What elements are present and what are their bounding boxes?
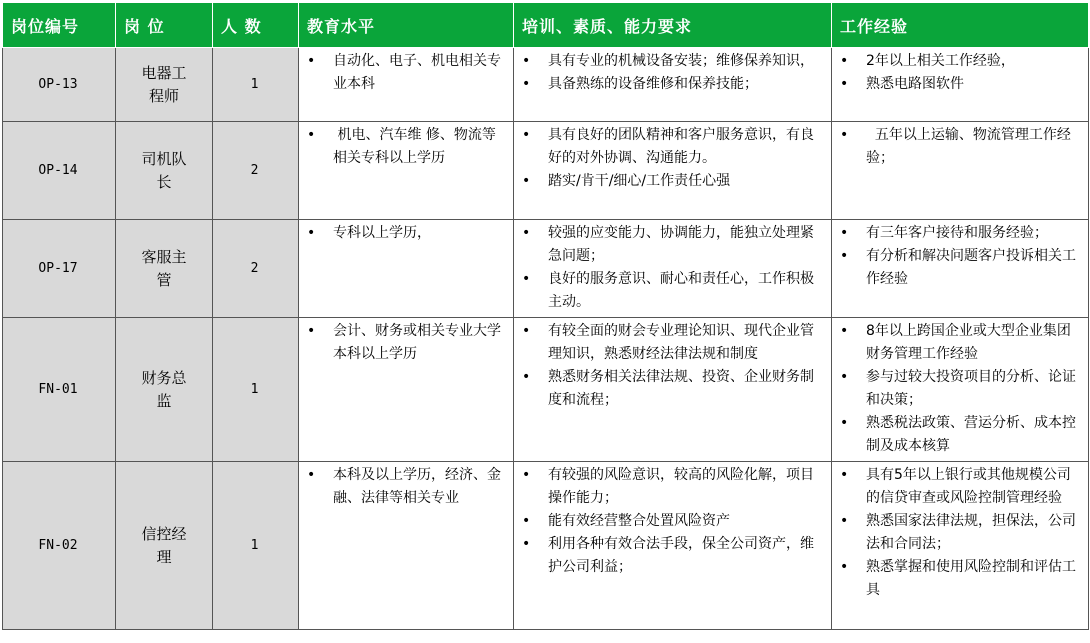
list-item: • 8年以上跨国企业或大型企业集团财务管理工作经验 (866, 320, 1082, 366)
header-requirements: 培训、素质、能力要求 (514, 3, 832, 48)
job-position: 信控经理 (116, 462, 213, 630)
list-item: • 有分析和解决问题客户投诉相关工作经验 (866, 245, 1082, 291)
experience-cell (832, 122, 1089, 220)
requirements-cell (514, 122, 832, 220)
job-position: 财务总监 (116, 318, 213, 462)
list-item: • 2年以上相关工作经验， (866, 50, 1082, 73)
job-count: 2 (213, 220, 299, 318)
list-item: • 参与过较大投资项目的分析、论证和决策； (866, 366, 1082, 412)
job-code: FN-01 (3, 318, 116, 462)
list-item: • 会计、财务或相关专业大学本科以上学历 (333, 320, 507, 366)
header-code: 岗位编号 (3, 3, 116, 48)
experience-cell (832, 220, 1089, 318)
job-position: 司机队长 (116, 122, 213, 220)
header-education: 教育水平 (299, 3, 514, 48)
list-item: • 本科及以上学历，经济、金融、法律等相关专业 (333, 464, 507, 510)
table-row (3, 48, 1089, 122)
list-item: • 熟悉掌握和使用风险控制和评估工具 (866, 556, 1082, 602)
list-item: • 具有良好的团队精神和客户服务意识，有良好的对外协调、沟通能力。 (548, 124, 825, 170)
job-position: 客服主管 (116, 220, 213, 318)
job-count: 2 (213, 122, 299, 220)
job-code: OP-14 (3, 122, 116, 220)
list-item: • 利用各种有效合法手段，保全公司资产，维护公司利益； (548, 533, 825, 579)
job-code: FN-02 (3, 462, 116, 630)
list-item: • 自动化、电子、机电相关专业本科 (333, 50, 507, 96)
table-row (3, 462, 1089, 630)
list-item: • 五年以上运输、物流管理工作经验； (866, 124, 1082, 170)
list-item: • 较强的应变能力、协调能力，能独立处理紧急问题； (548, 222, 825, 268)
list-item: • 具备熟练的设备维修和保养技能； (548, 73, 825, 96)
header-experience: 工作经验 (832, 3, 1089, 48)
list-item: • 有较全面的财会专业理论知识、现代企业管理知识，熟悉财经法律法规和制度 (548, 320, 825, 366)
list-item: • 能有效经营整合处置风险资产 (548, 510, 825, 533)
job-position: 电器工程师 (116, 48, 213, 122)
header-count: 人 数 (213, 3, 299, 48)
list-item: • 熟悉财务相关法律法规、投资、企业财务制度和流程； (548, 366, 825, 412)
list-item: • 熟悉税法政策、营运分析、成本控制及成本核算 (866, 412, 1082, 458)
education-cell (299, 318, 514, 462)
job-count: 1 (213, 462, 299, 630)
experience-cell (832, 48, 1089, 122)
list-item: • 熟悉电路图软件 (866, 73, 1082, 96)
list-item: • 有较强的风险意识，较高的风险化解，项目操作能力； (548, 464, 825, 510)
list-item: • 熟悉国家法律法规，担保法，公司法和合同法； (866, 510, 1082, 556)
experience-cell (832, 462, 1089, 630)
education-cell (299, 462, 514, 630)
education-cell (299, 220, 514, 318)
list-item: • 踏实/肯干/细心/工作责任心强 (548, 170, 825, 193)
experience-cell (832, 318, 1089, 462)
table-row (3, 122, 1089, 220)
job-code: OP-17 (3, 220, 116, 318)
requirements-cell (514, 48, 832, 122)
requirements-cell (514, 318, 832, 462)
table-row (3, 220, 1089, 318)
job-code: OP-13 (3, 48, 116, 122)
job-count: 1 (213, 48, 299, 122)
header-position: 岗 位 (116, 3, 213, 48)
requirements-cell (514, 220, 832, 318)
header-row (3, 3, 1089, 48)
list-item: • 机电、汽车维 修、物流等相关专科以上学历 (333, 124, 507, 170)
list-item: • 具有5年以上银行或其他规模公司的信贷审查或风险控制管理经验 (866, 464, 1082, 510)
list-item: • 具有专业的机械设备安装；维修保养知识， (548, 50, 825, 73)
list-item: • 专科以上学历， (333, 222, 507, 245)
list-item: • 良好的服务意识、耐心和责任心，工作积极主动。 (548, 268, 825, 314)
job-requirements-table (2, 2, 1089, 630)
requirements-cell (514, 462, 832, 630)
table-row (3, 318, 1089, 462)
education-cell (299, 48, 514, 122)
education-cell (299, 122, 514, 220)
list-item: • 有三年客户接待和服务经验； (866, 222, 1082, 245)
job-count: 1 (213, 318, 299, 462)
